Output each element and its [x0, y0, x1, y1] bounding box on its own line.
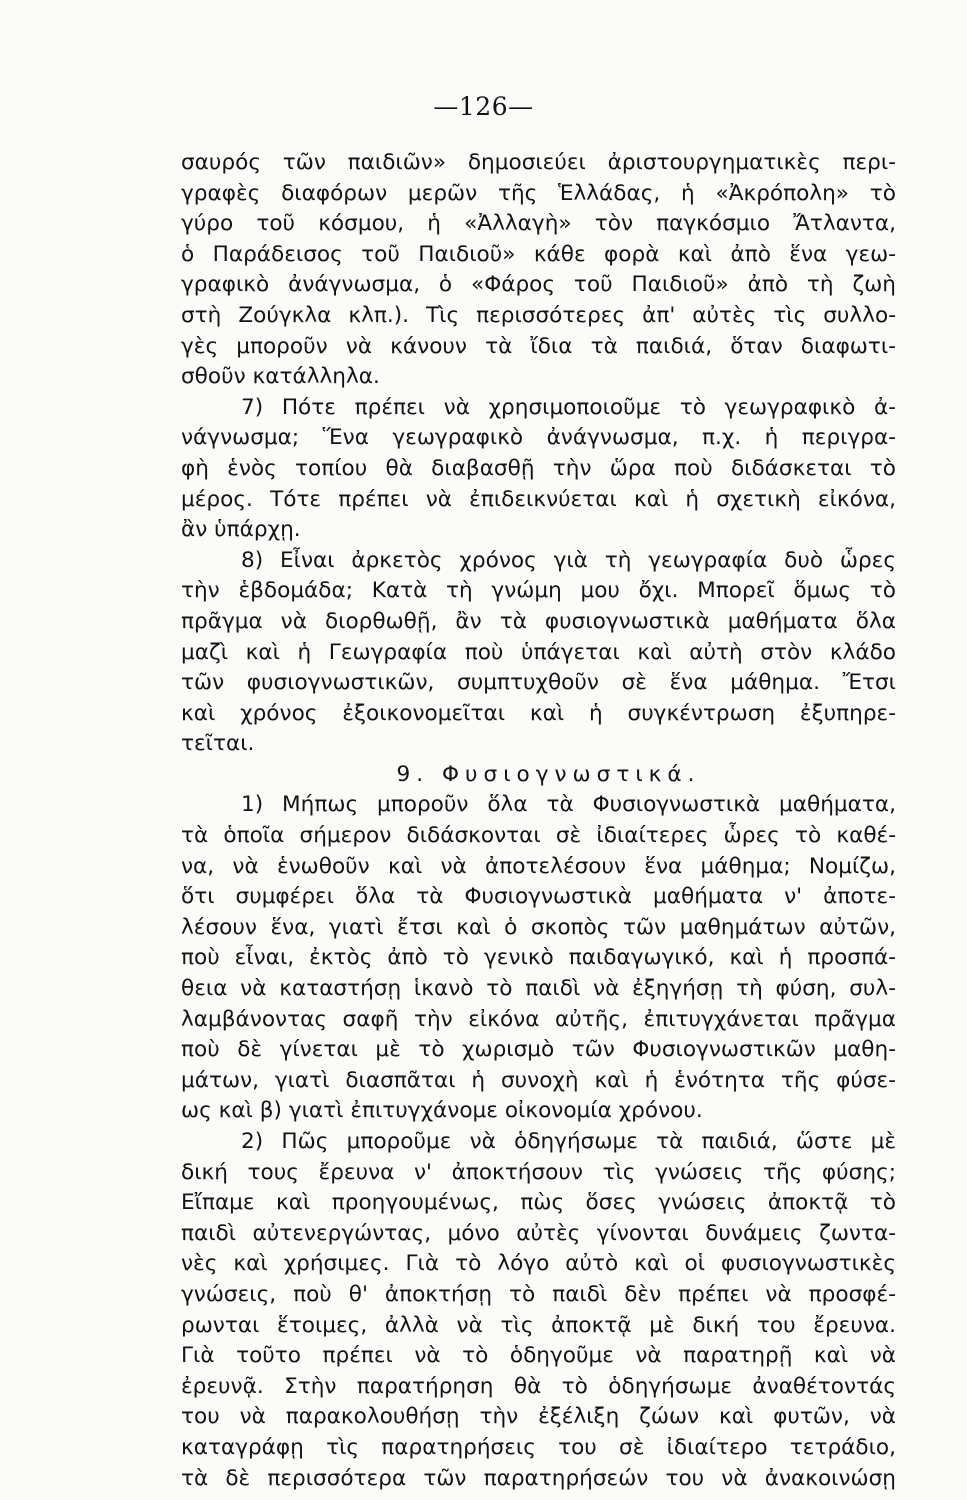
text-line: ως καὶ β) γιατὶ ἐπιτυγχάνομε οἰκονομία χρόνου.: [181, 1098, 703, 1124]
section-heading: 9. Φυσιογνωστικά.: [396, 761, 701, 787]
text-line: ποὺ εἶναι, ἐκτὸς ἀπὸ τὸ γενικὸ παιδαγωγικό, καὶ ἡ προσπά-: [181, 945, 896, 971]
paragraph-2-start: 2) Πῶς μποροῦμε νὰ ὁδηγήσωμε τὰ παιδιά, ὥστε μὲ: [241, 1129, 896, 1154]
text-line: γραφικὸ ἀνάγνωσμα, ὁ «Φάρος τοῦ Παιδιοῦ» ἀπὸ τὴ ζωὴ: [181, 272, 896, 298]
text-line: λαμβάνοντας σαφῆ τὴν εἰκόνα αὐτῆς, ἐπιτυγχάνεται πρᾶγμα: [181, 1006, 896, 1032]
text-line: γὲς μποροῦν νὰ κάνουν τὰ ἴδια τὰ παιδιά, ὅταν διαφωτι-: [181, 333, 896, 359]
text-line: σθοῦν κατάλληλα.: [181, 364, 380, 390]
text-line: λέσουν ἕνα, γιατὶ ἔτσι καὶ ὁ σκοπὸς τῶν μαθημάτων αὐτῶν,: [181, 914, 896, 940]
text-line: τὰ δὲ περισσότερα τῶν παρατηρήσεών του νὰ ἀνακοινώσῃ: [181, 1465, 896, 1491]
text-line: Εἴπαμε καὶ προηγουμένως, πὼς ὅσες γνώσεις ἀποκτᾷ τὸ: [181, 1190, 896, 1216]
body-text: [181, 148, 896, 1494]
text-line: γύρο τοῦ κόσμου, ἡ «Ἀλλαγὴ» τὸν παγκόσμιο Ἄτλαντα,: [181, 211, 896, 237]
text-line: μαζὶ καὶ ἡ Γεωγραφία ποὺ ὑπάγεται καὶ αὐτὴ στὸν κλάδο: [181, 639, 896, 665]
paragraph-7-start: 7) Πότε πρέπει νὰ χρησιμοποιοῦμε τὸ γεωγραφικὸ ἀ-: [241, 394, 896, 420]
text-line: Γιὰ τοῦτο πρέπει νὰ τὸ ὁδηγοῦμε νὰ παρατηρῇ καὶ νὰ: [181, 1343, 896, 1369]
page-number: —126—: [433, 92, 534, 121]
text-line: γνώσεις, ποὺ θ' ἀποκτήσῃ τὸ παιδὶ δὲν πρέπει νὰ προσφέ-: [181, 1281, 896, 1307]
text-line: μέρος. Τότε πρέπει νὰ ἐπιδεικνύεται καὶ ἡ σχετικὴ εἰκόνα,: [181, 486, 896, 512]
text-line: φὴ ἑνὸς τοπίου θὰ διαβασθῇ τὴν ὥρα ποὺ διδάσκεται τὸ: [181, 455, 896, 481]
text-line: θεια νὰ καταστήσῃ ἱκανὸ τὸ παιδὶ νὰ ἐξηγήσῃ τὴ φύση, συλ-: [181, 976, 896, 1002]
text-line: τεῖται.: [181, 731, 255, 757]
text-line: δική τους ἔρευνα ν' ἀποκτήσουν τὶς γνώσεις τῆς φύσης;: [181, 1159, 896, 1185]
text-line: πρᾶγμα νὰ διορθωθῇ, ἂν τὰ φυσιογνωστικὰ μαθήματα ὅλα: [181, 608, 896, 634]
text-line: καταγράφῃ τὶς παρατηρήσεις του σὲ ἰδιαίτερο τετράδιο,: [181, 1434, 896, 1460]
text-line: νὲς καὶ χρήσιμες. Γιὰ τὸ λόγο αὐτὸ καὶ οἱ φυσιογνωστικὲς: [181, 1251, 896, 1277]
paragraph-8-start: 8) Εἶναι ἀρκετὸς χρόνος γιὰ τὴ γεωγραφία δυὸ ὧρες: [241, 547, 896, 573]
text-line: ἐρευνᾷ. Στὴν παρατήρηση θὰ τὸ ὁδηγήσωμε ἀναθέτοντάς: [181, 1373, 896, 1399]
text-line: ὁ Παράδεισος τοῦ Παιδιοῦ» κάθε φορὰ καὶ ἀπὸ ἕνα γεω-: [181, 241, 896, 267]
text-line: σαυρός τῶν παιδιῶν» δημοσιεύει ἀριστουργηματικὲς περι-: [181, 150, 896, 175]
text-line: ρωνται ἕτοιμες, ἀλλὰ νὰ τὶς ἀποκτᾷ μὲ δική του ἔρευνα.: [181, 1312, 896, 1338]
text-line: καὶ χρόνος ἐξοικονομεῖται καὶ ἡ συγκέντρωση ἐξυπηρε-: [181, 700, 896, 726]
text-line: του νὰ παρακολουθήσῃ τὴν ἐξέλιξη ζώων καὶ φυτῶν, νὰ: [181, 1404, 896, 1430]
text-line: μάτων, γιατὶ διασπᾶται ἡ συνοχὴ καὶ ἡ ἑνότητα τῆς φύσε-: [181, 1067, 896, 1093]
text-line: στὴ Ζούγκλα κλπ.). Τὶς περισσότερες ἀπ' αὐτὲς τὶς συλλο-: [181, 302, 896, 328]
text-line: ποὺ δὲ γίνεται μὲ τὸ χωρισμὸ τῶν Φυσιογνωστικῶν μαθη-: [181, 1037, 896, 1063]
text-line: τὰ ὁποῖα σήμερον διδάσκονται σὲ ἰδιαίτερες ὧρες τὸ καθέ-: [181, 823, 896, 849]
text-line: ἂν ὑπάρχῃ.: [181, 517, 301, 543]
paragraph-1-start: 1) Μήπως μποροῦν ὅλα τὰ Φυσιογνωστικὰ μαθήματα,: [241, 792, 896, 818]
text-line: γραφὲς διαφόρων μερῶν τῆς Ἑλλάδας, ἡ «Ἀκρόπολη» τὸ: [181, 180, 896, 206]
text-line: να, νὰ ἑνωθοῦν καὶ νὰ ἀποτελέσουν ἕνα μάθημα; Νομίζω,: [181, 853, 896, 879]
text-line: τῶν φυσιογνωστικῶν, συμπτυχθοῦν σὲ ἕνα μάθημα. Ἔτσι: [181, 670, 896, 696]
text-line: νάγνωσμα; Ἕνα γεωγραφικὸ ἀνάγνωσμα, π.χ. ἡ περιγρα-: [181, 425, 896, 451]
text-line: παιδὶ αὐτενεργώντας, μόνο αὐτὲς γίνονται δυνάμεις ζωντα-: [181, 1220, 896, 1246]
text-line: ὅτι συμφέρει ὅλα τὰ Φυσιογνωστικὰ μαθήματα ν' ἀποτε-: [181, 884, 896, 910]
text-line: τὴν ἑβδομάδα; Κατὰ τὴ γνώμη μου ὄχι. Μπορεῖ ὅμως τὸ: [181, 578, 896, 604]
